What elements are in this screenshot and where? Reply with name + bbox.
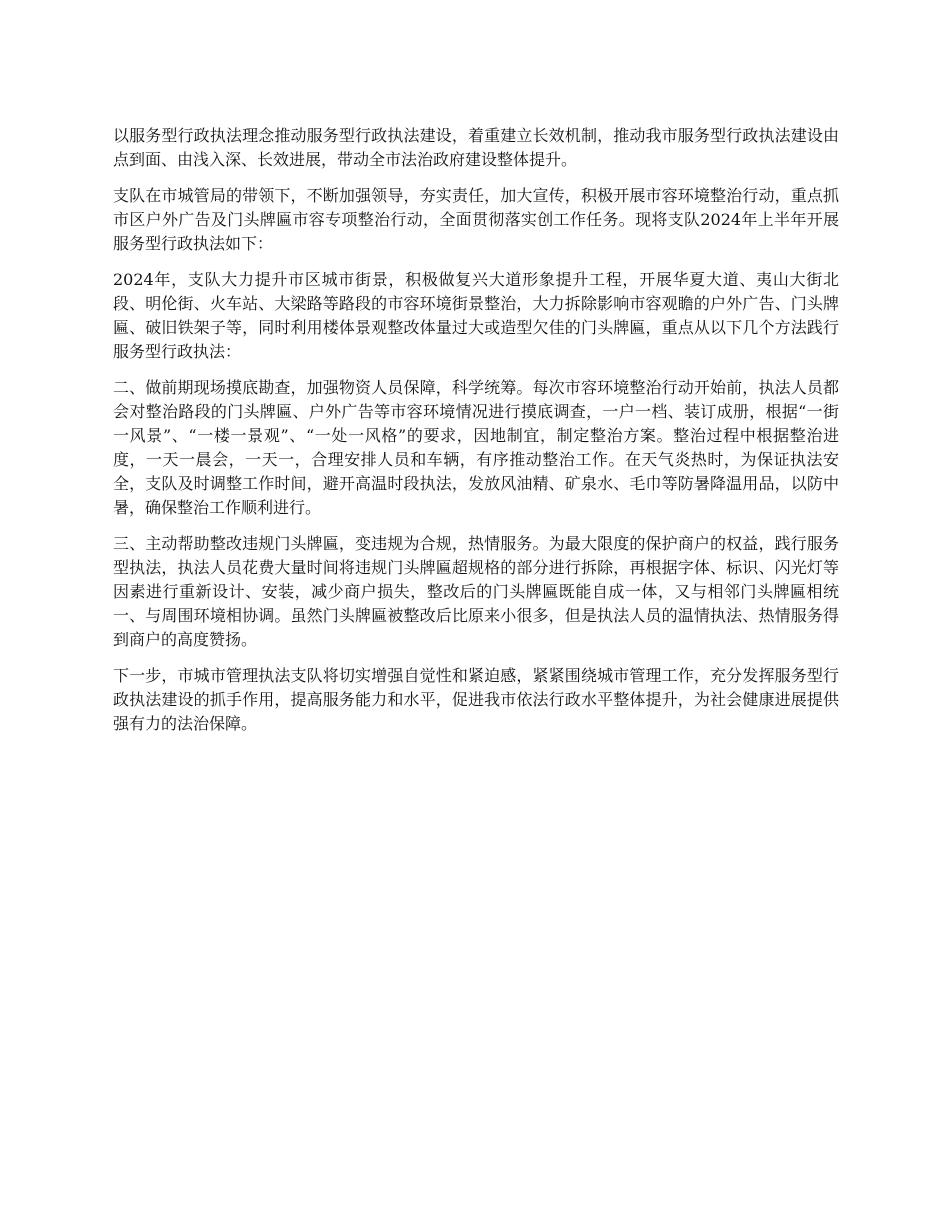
- paragraph-2024-work: 2024年，支队大力提升市区城市街景，积极做复兴大道形象提升工程，开展华夏大道、夷山大街北段、明伦街、火车站、大梁路等路段的市容环境街景整治，大力拆除影响市容观瞻的户外广告、门头牌匾、破旧铁架子等，同时利用楼体景观整改体量过大或造型欠佳的门头牌匾，重点从以下几个方法践行服务型行政执法：: [113, 270, 839, 361]
- paragraph-section-three: 三、主动帮助整改违规门头牌匾，变违规为合规，热情服务。为最大限度的保护商户的权益，践行服务型执法，执法人员花费大量时间将违规门头牌匾超规格的部分进行拆除，再根据字体、标识、闪光灯等因素进行重新设计、安装，减少商户损失，整改后的门头牌匾既能自成一体，又与相邻门头牌匾相统一、与周围环境相协调。虽然门头牌匾被整改后比原来小很多，但是执法人员的温情执法、热情服务得到商户的高度赞扬。: [113, 534, 839, 649]
- paragraph-next-steps: 下一步，市城市管理执法支队将切实增强自觉性和紧迫感，紧紧围绕城市管理工作，充分发挥服务型行政执法建设的抓手作用，提高服务能力和水平，促进我市依法行政水平整体提升，为社会健康进展提供强有力的法治保障。: [113, 666, 839, 733]
- document-body: [113, 124, 839, 748]
- paragraph-intro: 以服务型行政执法理念推动服务型行政执法建设，着重建立长效机制，推动我市服务型行政执法建设由点到面、由浅入深、长效进展，带动全市法治政府建设整体提升。: [113, 126, 839, 169]
- paragraph-overview: 支队在市城管局的带领下，不断加强领导，夯实责任，加大宣传，积极开展市容环境整治行动，重点抓市区户外广告及门头牌匾市容专项整治行动，全面贯彻落实创工作任务。现将支队2024年上半年开展服务型行政执法如下：: [113, 186, 839, 253]
- paragraph-section-two: 二、做前期现场摸底勘查，加强物资人员保障，科学统筹。每次市容环境整治行动开始前，执法人员都会对整治路段的门头牌匾、户外广告等市容环境情况进行摸底调查，一户一档、装订成册，根据“一街一风景”、“一楼一景观”、“一处一风格”的要求，因地制宜，制定整治方案。整治过程中根据整治进度，一天一晨会，一天一，合理安排人员和车辆，有序推动整治工作。在天气炎热时，为保证执法安全，支队及时调整工作时间，避开高温时段执法，发放风油精、矿泉水、毛巾等防暑降温用品，以防中暑，确保整治工作顺利进行。: [113, 378, 839, 517]
